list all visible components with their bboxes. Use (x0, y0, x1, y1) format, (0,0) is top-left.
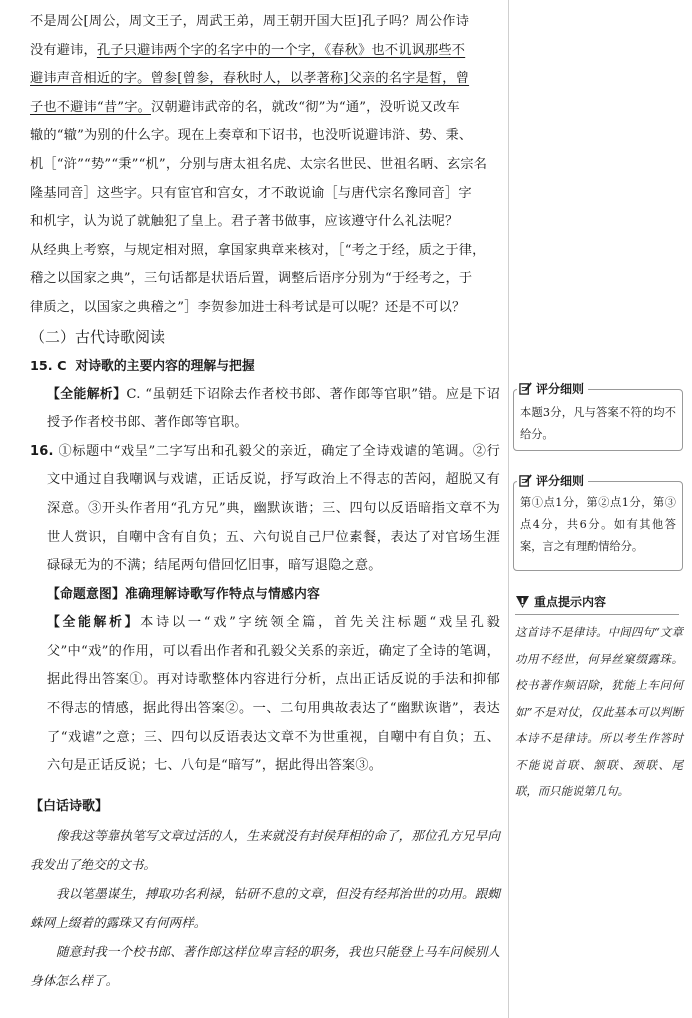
q16-analysis (30, 609, 500, 781)
q16-number: 16. (30, 443, 54, 459)
q15-title: 对诗歌的主要内容的理解与把握 (75, 358, 255, 374)
q16-answer (30, 438, 500, 581)
sidebar (513, 0, 685, 1018)
passage-line (30, 294, 500, 323)
q15-heading (30, 353, 500, 381)
passage-line (30, 151, 500, 180)
q15-analysis-tag: 【全能解析】 (47, 386, 127, 402)
q15-analysis-text: C. “虽朝廷下诏除去作者校书郎、著作郎等官职”错。应是下诏授予作者校书郎、著作郎等官职。 (47, 386, 500, 431)
passage-line (30, 122, 500, 151)
q16-intent (30, 581, 500, 610)
q16-analysis-tag: 【全能解析】 (47, 615, 141, 631)
passage-line (30, 94, 500, 123)
passage-line (30, 8, 500, 37)
translation-passage (30, 8, 500, 323)
rubric-q16-text: 第①点1分，第②点1分，第③点4分，共6分。如有其他答案，言之有理酌情给分。 (520, 496, 676, 553)
rubric-q16-label (517, 472, 588, 489)
key-point-icon (515, 595, 530, 609)
passage-text: 和机字，认为说了就触犯了皇上。君子著书做事，应该遵守什么礼法呢？ (30, 214, 459, 230)
passage-line (30, 65, 500, 94)
q16-intent-text: 准确理解诗歌写作特点与情感内容 (124, 586, 320, 602)
q15-number: 15. C (30, 358, 67, 374)
q15-analysis (30, 381, 500, 438)
q16-answer-text: ①标题中“戏呈”二字写出和孔毅父的亲近，确定了全诗戏谑的笔调。②行文中通过自我嘲讽与戏谑，正话反说，抒写政治上不得志的苦闷，超脱又有深意。③开头作者用“孔方兄”典，幽默诙谐；三、四句以反语暗指文章不为世人赏识，自嘲中含有自负；五、六句说自己尸位素餐，表达了对官场生涯碌碌无为的不满；结尾两句借回忆旧事，暗写退隐之意。 (47, 443, 500, 574)
passage-line (30, 208, 500, 237)
section-title: （二）古代诗歌阅读 (30, 327, 166, 346)
translation-para-3: 随意封我一个校书郎、著作郎这样位卑言轻的职务，我也只能登上马车问候别人身体怎么样了。 (30, 943, 500, 988)
rubric-q15-label (517, 380, 588, 397)
passage-line (30, 265, 500, 294)
passage-line (30, 237, 500, 266)
keypoint-divider (515, 614, 679, 615)
passage-text: 没有避讳， (30, 42, 97, 58)
passage-text: 稽之以国家之典”，三句话都是状语后置，调整后语序分别为“于经考之，于 (30, 271, 473, 287)
passage-text: 不是周公[周公，周文王子，周武王弟，周王朝开国大臣]孔子吗？周公作诗 (30, 14, 470, 29)
underlined-text: 子也不避讳“昔”字。 (30, 99, 151, 115)
column-divider (508, 0, 509, 1018)
rubric-box-q16 (513, 481, 683, 571)
keypoint-label-text: 重点提示内容 (534, 595, 607, 609)
translation-heading: 【白话诗歌】 (30, 798, 109, 814)
pencil-icon (519, 474, 532, 487)
passage-text: 辙的“辙”为别的什么字。现在上奏章和下诏书，也没听说避讳浒、势、秉、 (30, 128, 473, 144)
underlined-text: 孔子只避讳两个字的名字中的一个字，《春秋》也不讥讽那些不 (96, 42, 466, 58)
passage-line (30, 37, 500, 66)
passage-line (30, 180, 500, 209)
passage-text: 机［“浒”“势”“秉”“机”，分别与唐太祖名虎、太宗名世民、世祖名昞、玄宗名 (30, 156, 488, 172)
q16-intent-tag: 【命题意图】 (47, 586, 125, 602)
keypoint-label (515, 593, 683, 610)
rubric-q15-text: 本题3分，凡与答案不符的均不给分。 (520, 406, 676, 441)
passage-text: 从经典上考察，与规定相对照，拿国家典章来核对，［“考之于经，质之于律， (30, 242, 486, 258)
translation-para-2: 我以笔墨谋生，搏取功名利禄，钻研不息的文章，但没有经邦治世的功用。跟蜘蛛网上缀着的露珠又有何两样。 (30, 885, 500, 930)
rubric-q15-label-text: 评分细则 (536, 382, 585, 396)
q16-analysis-text: 本诗以一“戏”字统领全篇，首先关注标题“戏呈孔毅父”中“戏”的作用，可以看出作者和孔毅父关系的亲近，确定了全诗的笔调，据此得出答案①。再对诗歌整体内容进行分析，点出正话反说的手法和抑郁不得志的情感，据此得出答案②。一、二句用典故表达了“幽默诙谐”，表达了“戏谑”之意；三、四句以反语表达文章不为世重视，自嘲中有自负；五、六句是正话反说；七、八句是“暗写”，据此得出答案③。 (47, 615, 501, 774)
passage-text: 隆基同音］这些字。只有宦官和宫女，才不敢说谕［与唐代宗名豫同音］字 (30, 185, 472, 201)
keypoint-text: 这首诗不是律诗。中间四句“文章功用不经世，何异丝窠缀露珠。校书著作频诏除，犹能上车问何如”不是对仗，仅此基本可以判断本诗不是律诗。所以考生作答时不能说首联、颔联、颈联、尾联，而只能说第几句。 (515, 625, 683, 798)
passage-text: 汉朝避讳武帝的名，就改“彻”为“通”，没听说又改车 (150, 99, 460, 115)
pencil-icon (519, 382, 532, 395)
passage-text: 律质之，以国家之典稽之”］李贺参加进士科考试是可以呢？还是不可以？ (30, 299, 466, 315)
rubric-box-q15 (513, 389, 683, 451)
main-column (30, 8, 500, 995)
underlined-text: 避讳声音相近的字。曾参[曾参，春秋时人，以孝著称]父亲的名字是皙，曾 (30, 71, 470, 87)
rubric-q16-label-text: 评分细则 (536, 474, 585, 488)
translation-para-1: 像我这等靠执笔写文章过活的人，生来就没有封侯拜相的命了，那位孔方兄早向我发出了绝交的文书。 (30, 827, 500, 872)
keypoint-block (515, 593, 683, 805)
